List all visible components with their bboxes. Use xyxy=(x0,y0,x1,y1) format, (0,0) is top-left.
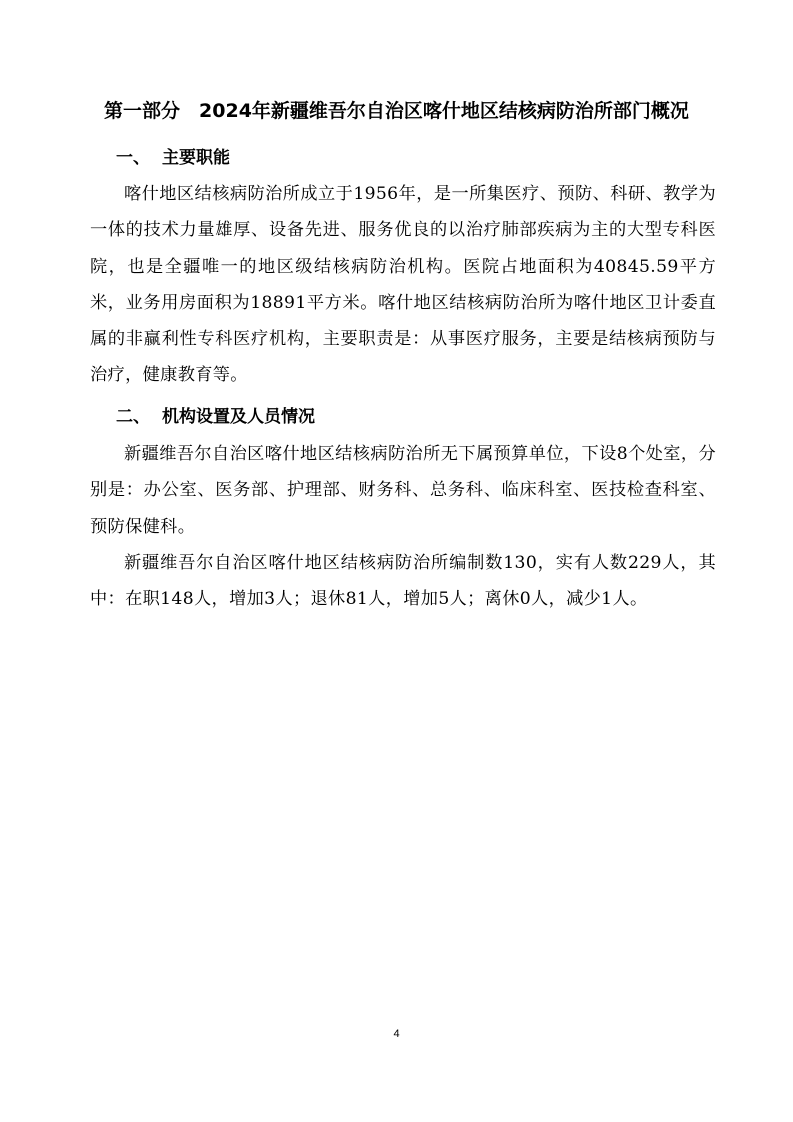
section-heading-functions xyxy=(116,146,230,170)
paragraph-staffing: 新疆维吾尔自治区喀什地区结核病防治所编制数130，实有人数229人，其中：在职148人，增加3人；退休81人，增加5人；离休0人，减少1人。 xyxy=(90,553,716,610)
page-title: 第一部分 2024年新疆维吾尔自治区喀什地区结核病防治所部门概况 xyxy=(104,100,689,122)
paragraph-departments: 新疆维吾尔自治区喀什地区结核病防治所无下属预算单位，下设8个处室，分别是：办公室、医务部、护理部、财务科、总务科、临床科室、医技检查科室、预防保健科。 xyxy=(90,444,716,537)
section-heading-organization xyxy=(116,405,315,429)
paragraph-functions: 喀什地区结核病防治所成立于1956年，是一所集医疗、预防、科研、教学为一体的技术力量雄厚、设备先进、服务优良的以治疗肺部疾病为主的大型专科医院，也是全疆唯一的地区级结核病防治机构。医院占地面积为40845.59平方米，业务用房面积为18891平方米。喀什地区结核病防治所为喀什地区卫计委直属的非赢利性专科医疗机构，主要职责是：从事医疗服务，主要是结核病预防与治疗，健康教育等。 xyxy=(90,184,716,386)
section-number: 一、 xyxy=(116,148,150,168)
section-number: 二、 xyxy=(116,407,150,427)
section-heading-text: 机构设置及人员情况 xyxy=(162,407,315,427)
page-number: 4 xyxy=(393,1028,400,1040)
section-heading-text: 主要职能 xyxy=(162,148,230,168)
